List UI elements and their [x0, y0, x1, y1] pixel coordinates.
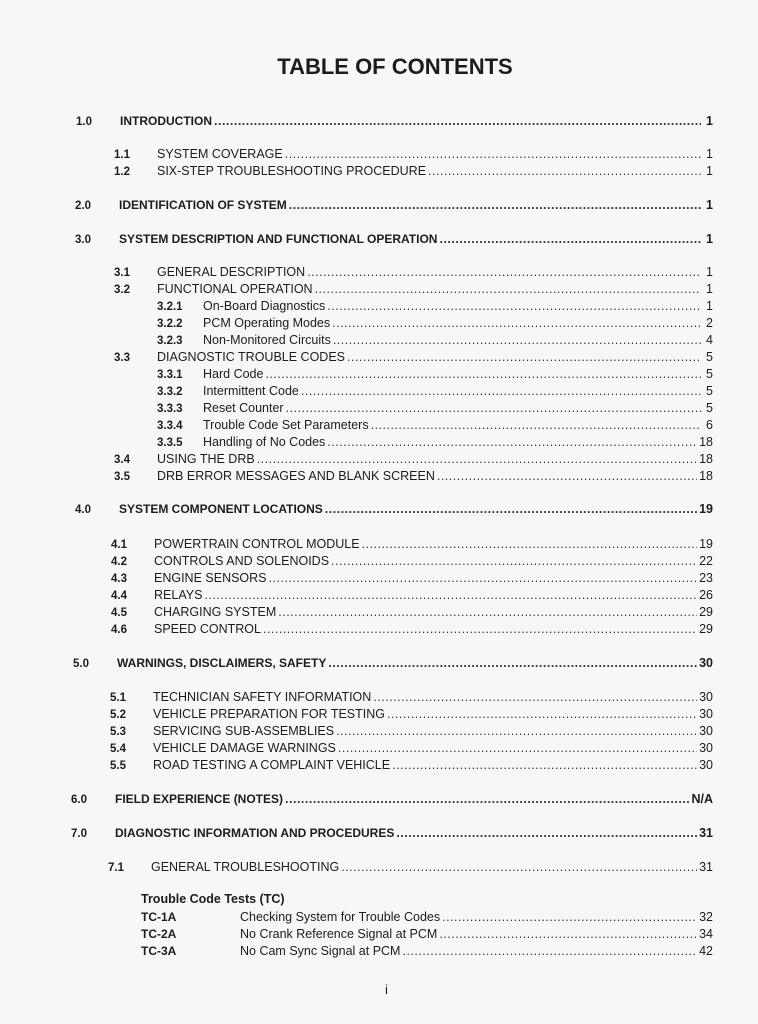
- trouble-code: TC-1A: [141, 910, 177, 924]
- toc-entry-page: 18: [699, 435, 713, 449]
- toc-entry-label: GENERAL TROUBLESHOOTING: [151, 860, 340, 874]
- toc-entry-page: 30: [699, 758, 713, 772]
- toc-entry: [71, 826, 713, 842]
- toc-entry: [111, 554, 713, 570]
- toc-entry-label: VEHICLE DAMAGE WARNINGS: [153, 741, 336, 755]
- toc-entry-number: 5.3: [110, 726, 126, 738]
- toc-entry-number: 1.0: [76, 116, 92, 128]
- toc-entry-number: 5.0: [73, 658, 89, 670]
- toc-entry: [157, 333, 713, 349]
- toc-entry: [110, 707, 713, 723]
- trouble-code-label: No Crank Reference Signal at PCM: [240, 927, 438, 941]
- toc-entry-page: 31: [699, 860, 713, 874]
- toc-entry-label: GENERAL DESCRIPTION: [157, 265, 306, 279]
- toc-entry: [75, 198, 713, 214]
- toc-entry: [114, 265, 713, 281]
- toc-entry-label: ENGINE SENSORS: [154, 571, 267, 585]
- toc-entry: [111, 622, 713, 638]
- toc-entry-label: FIELD EXPERIENCE (NOTES): [115, 792, 284, 806]
- toc-entry-number: 3.2: [114, 284, 130, 296]
- toc-entry: [110, 741, 713, 757]
- toc-entry-number: 3.3.3: [157, 403, 183, 415]
- toc-entry-number: 1.1: [114, 149, 130, 161]
- toc-entry-page: 1: [706, 232, 713, 246]
- toc-entry-label: Reset Counter: [203, 401, 284, 415]
- toc-entry-number: 3.3: [114, 352, 130, 364]
- toc-entry-label: On-Board Diagnostics: [203, 299, 326, 313]
- toc-entry-page: 29: [699, 605, 713, 619]
- toc-entry: [75, 502, 713, 518]
- toc-entry-label: Non-Monitored Circuits: [203, 333, 331, 347]
- toc-entry: [110, 724, 713, 740]
- toc-entry-page: 5: [706, 350, 713, 364]
- toc-entry: [111, 537, 713, 553]
- toc-entry: [114, 350, 713, 366]
- toc-entry-page: 30: [699, 656, 713, 670]
- trouble-code-entry: [141, 927, 713, 942]
- toc-entry-label: PCM Operating Modes: [203, 316, 331, 330]
- toc-entry-label: RELAYS: [154, 588, 203, 602]
- toc-entry: [114, 164, 713, 180]
- toc-entry-number: 4.0: [75, 504, 91, 516]
- toc-entry-number: 3.3.1: [157, 369, 183, 381]
- toc-entry-number: 1.2: [114, 166, 130, 178]
- toc-entry-label: FUNCTIONAL OPERATION: [157, 282, 313, 296]
- toc-entry-label: SIX-STEP TROUBLESHOOTING PROCEDURE: [157, 164, 427, 178]
- toc-entry: [71, 792, 713, 808]
- toc-entry-number: 5.1: [110, 692, 126, 704]
- page-number: i: [385, 982, 388, 997]
- trouble-code-page: 34: [699, 927, 713, 941]
- toc-entry-label: Intermittent Code: [203, 384, 299, 398]
- trouble-code-entry: [141, 944, 713, 959]
- toc-entry: [111, 588, 713, 604]
- toc-entry-number: 3.2.1: [157, 301, 183, 313]
- toc-entry-label: DIAGNOSTIC INFORMATION AND PROCEDURES: [115, 826, 395, 840]
- toc-entry: [157, 299, 713, 315]
- trouble-code: TC-3A: [141, 944, 177, 958]
- toc-entry-number: 7.1: [108, 862, 124, 874]
- toc-entry-label: SERVICING SUB-ASSEMBLIES: [153, 724, 335, 738]
- toc-entry: [114, 452, 713, 468]
- toc-entry: [157, 316, 713, 332]
- toc-entry-page: 1: [706, 299, 713, 313]
- toc-entry-label: ROAD TESTING A COMPLAINT VEHICLE: [153, 758, 391, 772]
- toc-entry-page: N/A: [691, 792, 713, 806]
- toc-entry: [75, 232, 713, 248]
- trouble-code: TC-2A: [141, 927, 177, 941]
- toc-entry-number: 4.3: [111, 573, 127, 585]
- toc-entry: [157, 401, 713, 417]
- toc-entry: [157, 418, 713, 434]
- toc-entry-label: SPEED CONTROL: [154, 622, 261, 636]
- toc-entry-label: Trouble Code Set Parameters: [203, 418, 369, 432]
- toc-entry-label: INTRODUCTION: [120, 114, 212, 128]
- toc-entry-label: TECHNICIAN SAFETY INFORMATION: [153, 690, 372, 704]
- toc-entry-number: 3.1: [114, 267, 130, 279]
- toc-entry-label: SYSTEM DESCRIPTION AND FUNCTIONAL OPERATION: [119, 232, 438, 246]
- toc-entry-number: 4.1: [111, 539, 127, 551]
- toc-entry: [114, 469, 713, 485]
- toc-entry-number: 3.4: [114, 454, 130, 466]
- toc-entry-label: WARNINGS, DISCLAIMERS, SAFETY: [117, 656, 327, 670]
- toc-entry-label: Hard Code: [203, 367, 264, 381]
- toc-entry-label: IDENTIFICATION OF SYSTEM: [119, 198, 287, 212]
- toc-entry: [114, 147, 713, 163]
- toc-entry-page: 22: [699, 554, 713, 568]
- toc-entry-page: 4: [706, 333, 713, 347]
- toc-entry-label: CHARGING SYSTEM: [154, 605, 277, 619]
- toc-entry: [157, 384, 713, 400]
- toc-entry-page: 31: [699, 826, 713, 840]
- toc-entry: [114, 282, 713, 298]
- toc-entry-page: 30: [699, 741, 713, 755]
- toc-entry-page: 1: [706, 114, 713, 128]
- toc-entry-page: 1: [706, 282, 713, 296]
- toc-entry-number: 3.3.2: [157, 386, 183, 398]
- toc-entry-number: 4.2: [111, 556, 127, 568]
- toc-entry-page: 5: [706, 401, 713, 415]
- toc-entry-page: 19: [699, 537, 713, 551]
- toc-entry: [157, 367, 713, 383]
- toc-entry-label: SYSTEM COVERAGE: [157, 147, 283, 161]
- trouble-code-page: 42: [699, 944, 713, 958]
- toc-entry-page: 30: [699, 724, 713, 738]
- page-title: TABLE OF CONTENTS: [277, 54, 513, 79]
- toc-entry-number: 3.0: [75, 234, 91, 246]
- trouble-code-entry: [141, 910, 713, 925]
- toc-entry-page: 2: [706, 316, 713, 330]
- trouble-code-page: 32: [699, 910, 713, 924]
- toc-entry-page: 19: [699, 502, 713, 516]
- toc-entry-page: 29: [699, 622, 713, 636]
- toc-entry-page: 30: [699, 690, 713, 704]
- toc-entry-page: 1: [706, 147, 713, 161]
- toc-entry-label: POWERTRAIN CONTROL MODULE: [154, 537, 360, 551]
- toc-entry-number: 5.5: [110, 760, 126, 772]
- toc-entry-page: 1: [706, 265, 713, 279]
- toc-entry-number: 5.2: [110, 709, 126, 721]
- toc-entry-number: 2.0: [75, 200, 91, 212]
- toc-entry-label: VEHICLE PREPARATION FOR TESTING: [153, 707, 385, 721]
- toc-entry: [76, 114, 713, 130]
- trouble-code-tests-heading: Trouble Code Tests (TC): [141, 892, 285, 906]
- toc-entry: [108, 860, 713, 876]
- toc-entry-label: USING THE DRB: [157, 452, 255, 466]
- toc-entry-number: 4.5: [111, 607, 127, 619]
- toc-entry-number: 3.5: [114, 471, 130, 483]
- toc-entry-number: 3.3.4: [157, 420, 183, 432]
- trouble-code-label: No Cam Sync Signal at PCM: [240, 944, 401, 958]
- toc-entry-page: 1: [706, 198, 713, 212]
- toc-entry-number: 6.0: [71, 794, 87, 806]
- toc-entry-number: 4.4: [111, 590, 127, 602]
- toc-entry-page: 18: [699, 469, 713, 483]
- toc-entry-page: 23: [699, 571, 713, 585]
- toc-entry-number: 3.2.3: [157, 335, 183, 347]
- toc-entry: [111, 571, 713, 587]
- toc-entry-page: 26: [699, 588, 713, 602]
- toc-entry-number: 7.0: [71, 828, 87, 840]
- toc-entry-page: 5: [706, 367, 713, 381]
- toc-entry-number: 5.4: [110, 743, 126, 755]
- toc-entry-label: Handling of No Codes: [203, 435, 326, 449]
- toc-entry-page: 1: [706, 164, 713, 178]
- toc-entry: [111, 605, 713, 621]
- toc-entry: [110, 690, 713, 706]
- toc-entry-label: DRB ERROR MESSAGES AND BLANK SCREEN: [157, 469, 435, 483]
- toc-entry-number: 4.6: [111, 624, 127, 636]
- toc-entry-number: 3.3.5: [157, 437, 183, 449]
- toc-entry-page: 6: [706, 418, 713, 432]
- toc-entry-number: 3.2.2: [157, 318, 183, 330]
- toc-entry-label: SYSTEM COMPONENT LOCATIONS: [119, 502, 323, 516]
- toc-entry: [157, 435, 713, 451]
- toc-entry: [73, 656, 713, 672]
- toc-entry-page: 30: [699, 707, 713, 721]
- toc-entry-page: 18: [699, 452, 713, 466]
- toc-entry-label: DIAGNOSTIC TROUBLE CODES: [157, 350, 345, 364]
- toc-entry-label: CONTROLS AND SOLENOIDS: [154, 554, 330, 568]
- toc-entry: [110, 758, 713, 774]
- trouble-code-label: Checking System for Trouble Codes: [240, 910, 441, 924]
- toc-entry-page: 5: [706, 384, 713, 398]
